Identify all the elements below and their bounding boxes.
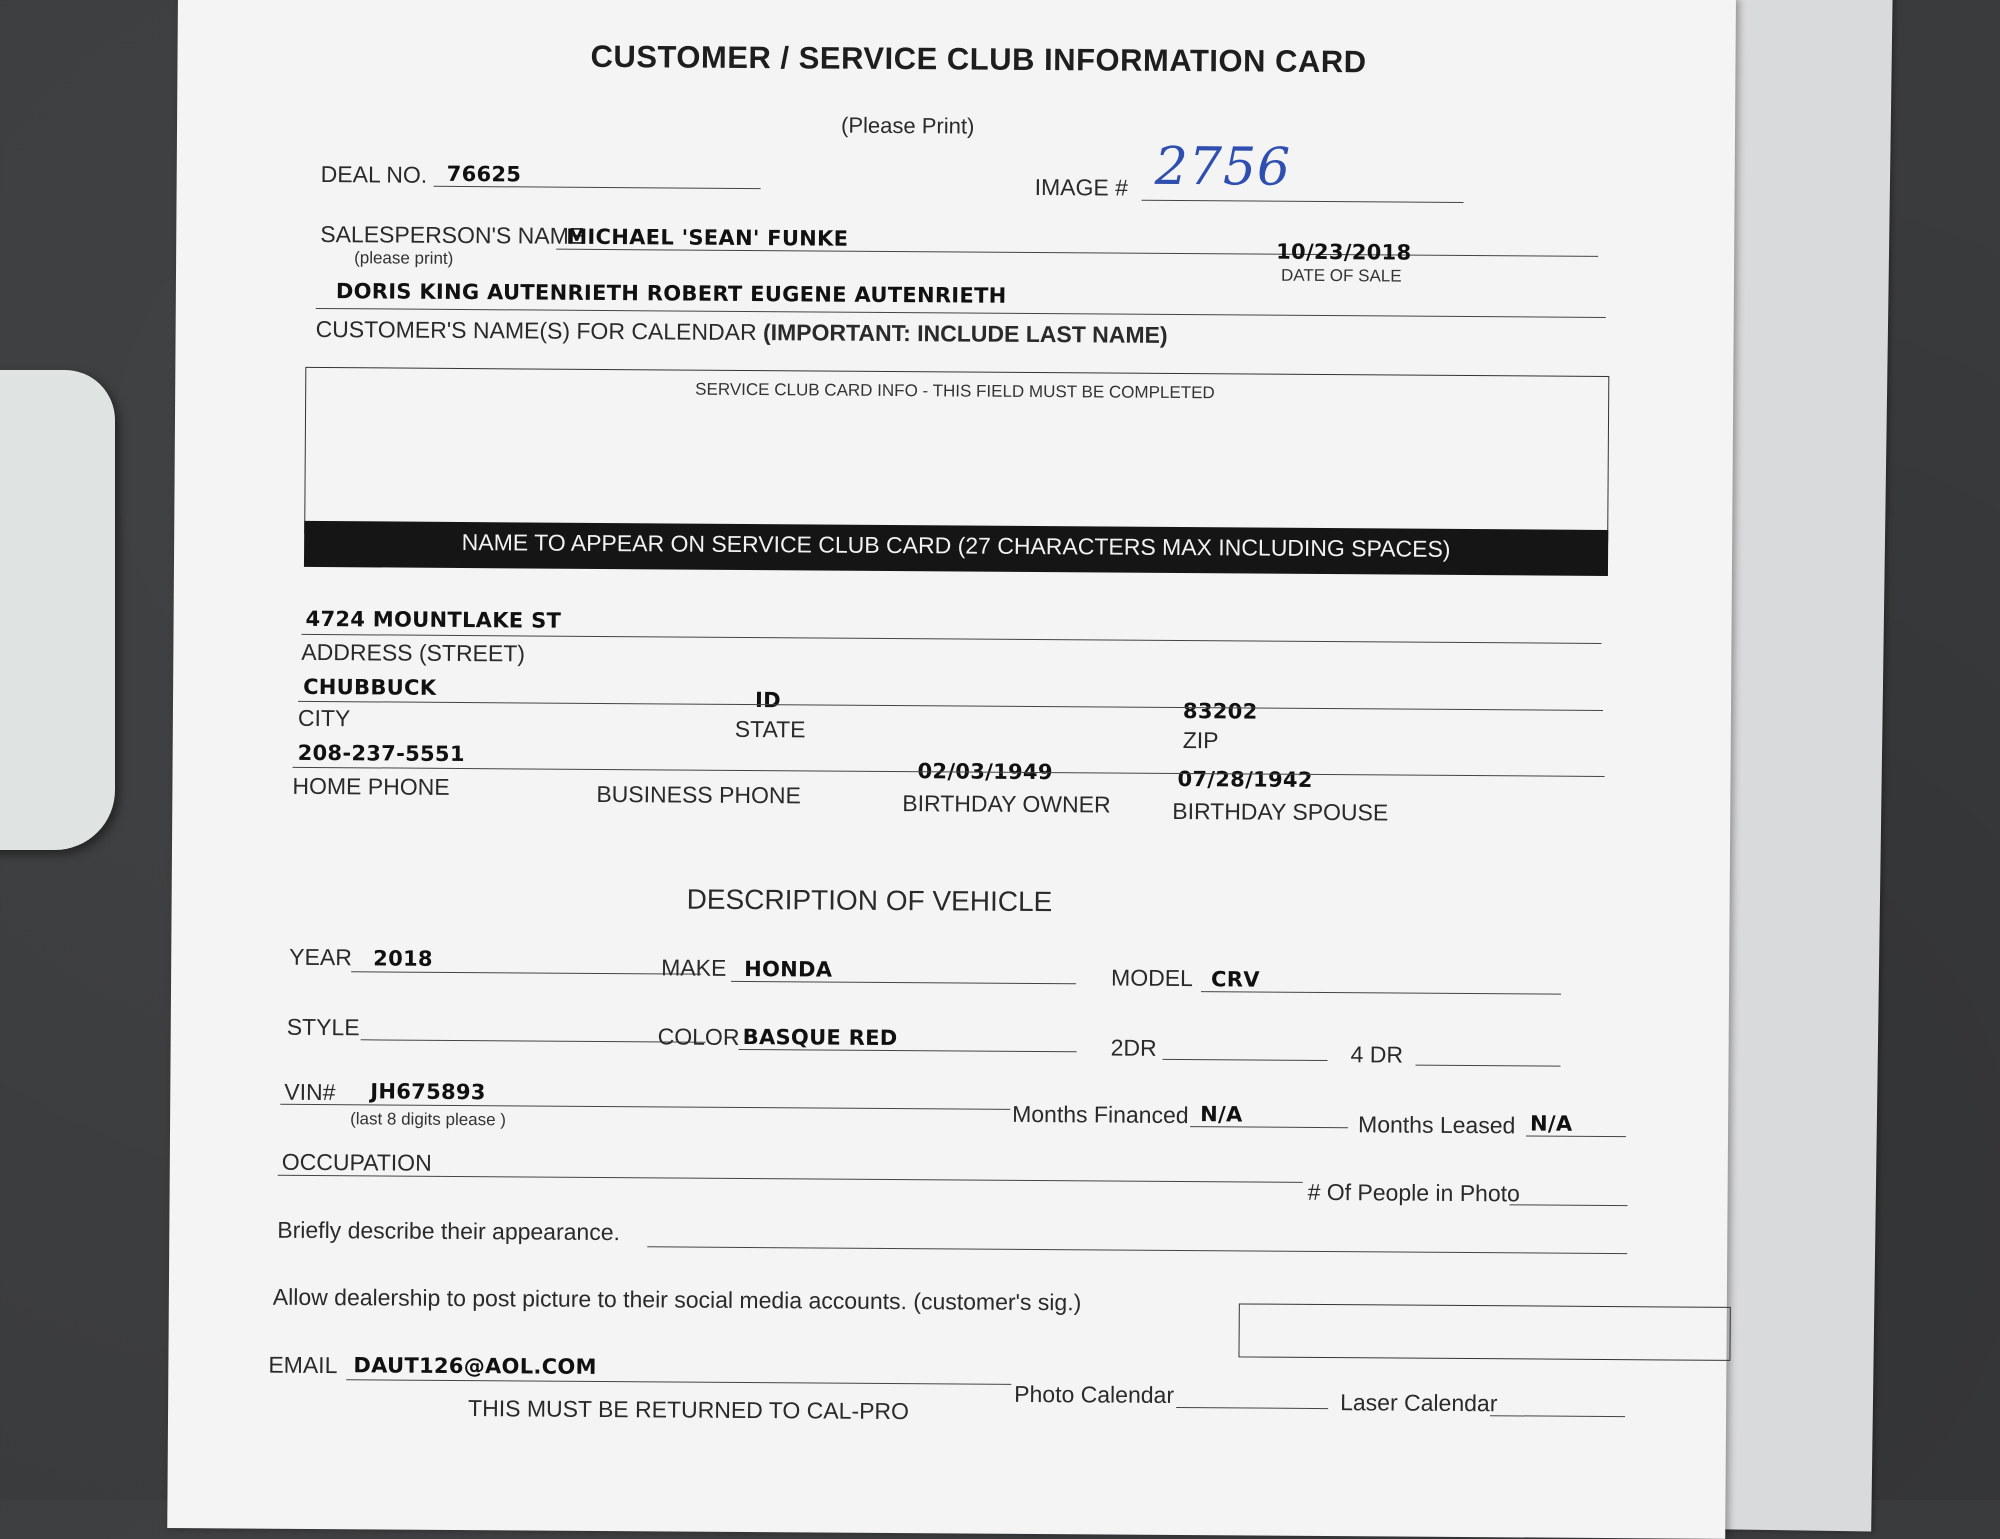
model-label: MODEL [1111, 964, 1194, 992]
make-value[interactable]: HONDA [744, 956, 833, 982]
email-label: EMAIL [268, 1351, 338, 1379]
birthday-owner-label: BIRTHDAY OWNER [902, 790, 1111, 818]
model-line [1201, 991, 1561, 995]
style-label: STYLE [286, 1013, 360, 1041]
appearance-label: Briefly describe their appearance. [277, 1216, 621, 1246]
home-phone-value[interactable]: 208-237-5551 [297, 740, 465, 767]
address-label: ADDRESS (STREET) [301, 638, 526, 667]
social-media-consent-label: Allow dealership to post picture to their social media accounts. (customer's sig.) [272, 1283, 1082, 1316]
please-print-note: (Please Print) [840, 112, 975, 139]
birthday-owner-value[interactable]: 02/03/1949 [917, 759, 1053, 785]
customer-names-important-note: (IMPORTANT: INCLUDE LAST NAME) [762, 319, 1168, 348]
home-phone-label: HOME PHONE [292, 772, 450, 800]
occupation-line [278, 1175, 1303, 1183]
address-value[interactable]: 4724 MOUNTLAKE ST [305, 606, 562, 633]
months-financed-line [1190, 1126, 1348, 1128]
year-line [351, 971, 701, 974]
year-value[interactable]: 2018 [373, 946, 433, 971]
image-number-label: IMAGE # [1034, 173, 1129, 201]
city-state-zip-line [298, 701, 1603, 711]
service-club-name-bar: NAME TO APPEAR ON SERVICE CLUB CARD (27 CHARACTERS MAX INCLUDING SPACES) [304, 521, 1608, 576]
vehicle-section-title: DESCRIPTION OF VEHICLE [686, 883, 1053, 918]
state-value[interactable]: ID [754, 688, 781, 713]
salesperson-line [556, 249, 1598, 257]
people-in-photo-line [1510, 1204, 1628, 1206]
salesperson-please-print: (please print) [354, 248, 454, 268]
laser-calendar-label: Laser Calendar [1340, 1389, 1498, 1417]
color-label: COLOR [657, 1023, 740, 1050]
photo-calendar-label: Photo Calendar [1014, 1380, 1175, 1408]
email-line [346, 1379, 1011, 1385]
service-club-header: SERVICE CLUB CARD INFO - THIS FIELD MUST BE COMPLETED [695, 379, 1215, 403]
customer-names-label: CUSTOMER'S NAME(S) FOR CALENDAR (IMPORTANT: INCLUDE LAST NAME) [315, 315, 1168, 348]
form-title: CUSTOMER / SERVICE CLUB INFORMATION CARD [590, 38, 1367, 80]
photo-calendar-line [1176, 1407, 1328, 1409]
color-value[interactable]: BASQUE RED [742, 1024, 898, 1051]
year-label: YEAR [289, 943, 352, 971]
footer-return-note: THIS MUST BE RETURNED TO CAL-PRO [468, 1395, 910, 1425]
months-leased-label: Months Leased [1358, 1111, 1516, 1139]
vin-label: VIN# [284, 1078, 336, 1106]
state-label: STATE [734, 715, 806, 743]
city-label: CITY [297, 704, 351, 732]
four-door-line [1416, 1065, 1561, 1067]
zip-value[interactable]: 83202 [1182, 699, 1258, 724]
months-financed-label: Months Financed [1012, 1100, 1189, 1129]
customer-names-value[interactable]: DORIS KING AUTENRIETH ROBERT EUGENE AUTENRIETH [335, 279, 1007, 308]
occupation-label: OCCUPATION [281, 1148, 432, 1176]
two-door-label: 2DR [1110, 1034, 1157, 1061]
image-number-handwritten[interactable]: 2756 [1154, 136, 1292, 198]
make-label: MAKE [661, 954, 727, 981]
zip-label: ZIP [1182, 727, 1219, 754]
birthday-spouse-label: BIRTHDAY SPOUSE [1172, 797, 1389, 826]
months-financed-value[interactable]: N/A [1200, 1102, 1243, 1127]
date-of-sale-label: DATE OF SALE [1280, 265, 1402, 286]
vin-note: (last 8 digits please ) [350, 1109, 507, 1130]
deal-number-line [434, 186, 761, 189]
people-in-photo-label: # Of People in Photo [1307, 1178, 1520, 1207]
white-device [0, 370, 115, 850]
image-number-line [1142, 200, 1464, 203]
salesperson-label: SALESPERSON'S NAME [320, 220, 585, 249]
months-leased-value[interactable]: N/A [1530, 1111, 1573, 1136]
information-card-form [167, 0, 1736, 1539]
birthday-spouse-value[interactable]: 07/28/1942 [1177, 766, 1313, 792]
make-line [731, 981, 1076, 984]
months-leased-line [1526, 1135, 1626, 1137]
style-line [361, 1039, 706, 1042]
email-value[interactable]: DAUT126@AOL.COM [353, 1353, 597, 1379]
salesperson-value[interactable]: MICHAEL 'SEAN' FUNKE [566, 224, 849, 251]
deal-number-label: DEAL NO. [320, 161, 428, 188]
four-door-label: 4 DR [1350, 1041, 1404, 1068]
city-value[interactable]: CHUBBUCK [303, 674, 437, 700]
vin-value[interactable]: JH675893 [370, 1079, 486, 1105]
two-door-line [1163, 1059, 1328, 1061]
color-line [739, 1049, 1077, 1052]
appearance-line [647, 1246, 1627, 1254]
deal-number-value[interactable]: 76625 [446, 161, 522, 187]
date-of-sale-value[interactable]: 10/23/2018 [1276, 239, 1412, 265]
model-value[interactable]: CRV [1211, 967, 1260, 992]
laser-calendar-line [1490, 1415, 1625, 1417]
customer-signature-box[interactable] [1238, 1303, 1730, 1360]
business-phone-label: BUSINESS PHONE [596, 780, 801, 809]
